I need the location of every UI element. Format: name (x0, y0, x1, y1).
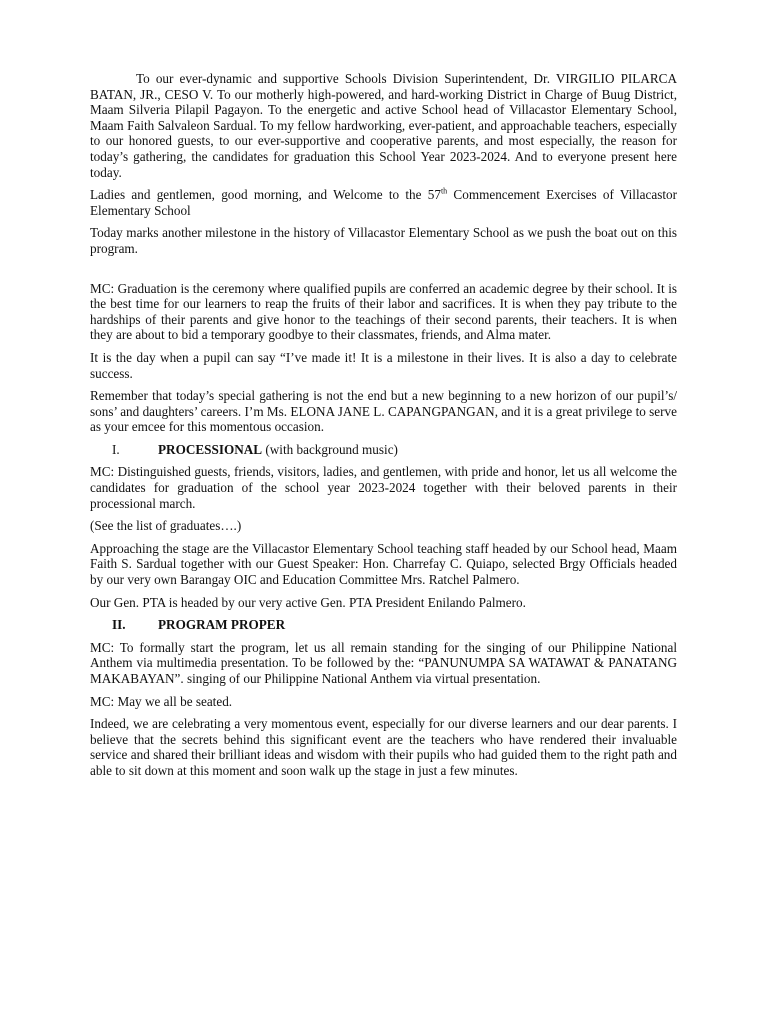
section-number: I. (112, 441, 120, 457)
ordinal-suffix: th (440, 186, 448, 196)
section-heading-processional (90, 442, 677, 458)
salutation-paragraph: To our ever-dynamic and supportive Schools Division Superintendent, Dr. VIRGILIO PILARCA BATAN, JR., CESO V. To our motherly high-powered, and hard-working District in Charge of Buug District, Maam Silveria Pilapil Pagayon. To the energetic and active School head of Villacastor Elementary School, Maam Faith Salvaleon Sardual. To my fellow hardworking, ever-patient, and approachable teachers, especially to our honored guests, to our ever-supportive and cooperative parents, and most especially, the reason for today’s gathering, the candidates for graduation this School Year 2023-2024. And to everyone present here today. (90, 71, 677, 180)
program-paragraph-3: Indeed, we are celebrating a very momentous event, especially for our diverse learners and our dear parents. I believe that the secrets behind this significant event are the teachers who have rendered their invaluable service and shared their brilliant ideas and wisdom with their pupils who had guided them to the right path and able to sit down at this moment and soon walk up the stage in just a few minutes. (90, 716, 677, 778)
program-paragraph-1: MC: To formally start the program, let us all remain standing for the singing of our Philippine National Anthem via multimedia presentation. To be followed by the: “PANUNUMPA SA WATAWAT & PANATANG MAKABAYAN”. singing of our Philippine National Anthem via virtual presentation. (90, 639, 677, 686)
section-heading-program-proper (90, 617, 677, 633)
section-subtitle: (with background music) (262, 441, 398, 457)
milestone-paragraph: Today marks another milestone in the history of Villacastor Elementary School as we push the boat out on this program. (90, 225, 677, 256)
processional-paragraph-4: Our Gen. PTA is headed by our very active Gen. PTA President Enilando Palmero. (90, 594, 526, 610)
section-number: II. (112, 617, 126, 633)
welcome-text-after: Commencement Exercises of Villacastor Elementary School (90, 187, 677, 218)
graduation-paragraph: MC: Graduation is the ceremony where qualified pupils are conferred an academic degree by their school. It is the best time for our learners to reap the fruits of their labor and sacrifices. It is when they pay tribute to the hardships of their parents and give honor to the teachings of their second parents, their teachers. It is when they are about to bid a temporary goodbye to their classmates, friends, and Alma mater. (90, 280, 677, 343)
section-title: PROGRAM PROPER (158, 617, 286, 633)
program-paragraph-2: MC: May we all be seated. (90, 693, 233, 709)
processional-paragraph-2: (See the list of graduates….) (90, 518, 242, 534)
section-title: PROCESSIONAL (158, 441, 263, 457)
made-it-paragraph: It is the day when a pupil can say “I’ve made it! It is a milestone in their lives. It is also a day to celebrate success. (90, 349, 677, 381)
welcome-text-before: Ladies and gentlemen, good morning, and Welcome to the 57 (90, 187, 441, 203)
processional-paragraph-3: Approaching the stage are the Villacastor Elementary School teaching staff headed by our School head, Maam Faith S. Sardual together with our Guest Speaker: Hon. Charrefay C. Quiapo, selected Brgy Officials headed by our very own Barangay OIC and Education Committee Mrs. Ratchel Palmero. (90, 540, 677, 588)
emcee-paragraph: Remember that today’s special gathering is not the end but a new beginning to a new horizon of our pupil’s/ sons’ and daughters’ careers. I’m Ms. ELONA JANE L. CAPANGPANGAN, and it is a great privilege to serve as your emcee for this momentous occasion. (90, 388, 677, 435)
document-page (90, 71, 677, 786)
processional-paragraph-1: MC: Distinguished guests, friends, visitors, ladies, and gentlemen, with pride and honor, let us all welcome the candidates for graduation of the school year 2023-2024 together with their beloved parents in their processional march. (90, 464, 677, 511)
section-title-wrapper (158, 442, 398, 458)
welcome-paragraph (90, 187, 677, 218)
